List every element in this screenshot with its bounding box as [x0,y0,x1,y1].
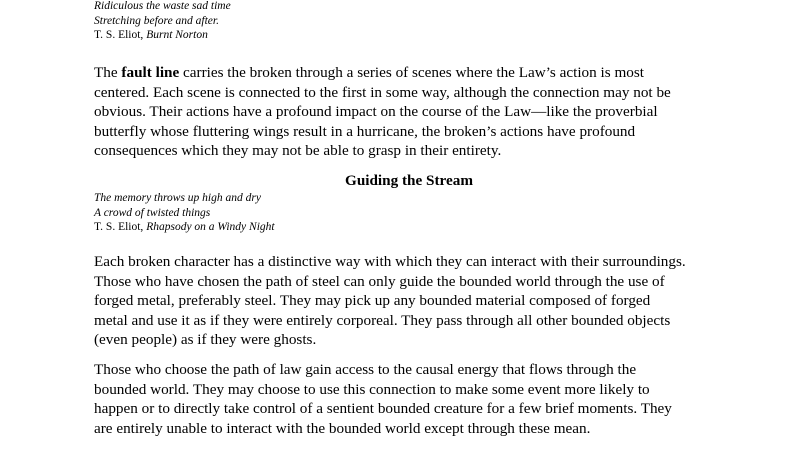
text-run: carries the broken through a series of scenes where the Law’s action is most [179,64,644,81]
paragraph-line: bounded world. They may choose to use this connection to make some event more likely to [94,380,650,398]
paragraph-fault-line [94,63,671,161]
term-fault-line: fault line [121,64,180,81]
paragraph-line: obvious. Their actions have a profound impact on the course of the Law—like the proverbial [94,103,658,121]
epigraph-attribution [94,28,231,43]
attribution-author: T. S. Eliot, [94,221,147,233]
paragraph-line: metal and use it as if they were entirely corporeal. They pass through all other bounded objects [94,311,671,329]
paragraph-line: Those who have chosen the path of steel can only guide the bounded world through the use of [94,272,665,290]
paragraph-line: (even people) as if they were ghosts. [94,331,317,349]
epigraph-line: The memory throws up high and dry [94,192,261,204]
section-heading: Guiding the Stream [345,172,473,189]
paragraph-line: are entirely unable to interact with the bounded world except through these mean. [94,419,591,437]
attribution-work: Burnt Norton [146,29,208,41]
attribution-work: Rhapsody on a Windy Night [146,221,275,233]
paragraph-line: Those who choose the path of law gain access to the causal energy that flows through the [94,361,637,378]
epigraph-rhapsody [94,191,275,235]
paragraph-line [94,63,671,83]
epigraph-line: A crowd of twisted things [94,206,211,219]
paragraph-path-of-law [94,360,672,438]
epigraph-line: Ridiculous the waste sad time [94,0,231,12]
epigraph-burnt-norton [94,0,231,43]
epigraph-line: Stretching before and after. [94,14,219,27]
text-run: The [94,64,122,81]
attribution-author: T. S. Eliot, [94,29,147,41]
epigraph-attribution [94,220,275,235]
paragraph-line: Each broken character has a distinctive way with which they can interact with their surroundings. [94,253,686,270]
paragraph-line: happen or to directly take control of a sentient bounded creature for a few brief moments. They [94,400,672,418]
paragraph-line: consequences which they may not be able to grasp in their entirety. [94,142,502,160]
paragraph-line: forged metal, preferably steel. They may pick up any bounded material composed of forged [94,292,651,310]
paragraph-line: centered. Each scene is connected to the first in some way, although the connection may not be [94,83,671,101]
paragraph-broken-character [94,252,686,350]
paragraph-line: butterfly whose fluttering wings result in a hurricane, the broken’s actions have profound [94,122,636,140]
